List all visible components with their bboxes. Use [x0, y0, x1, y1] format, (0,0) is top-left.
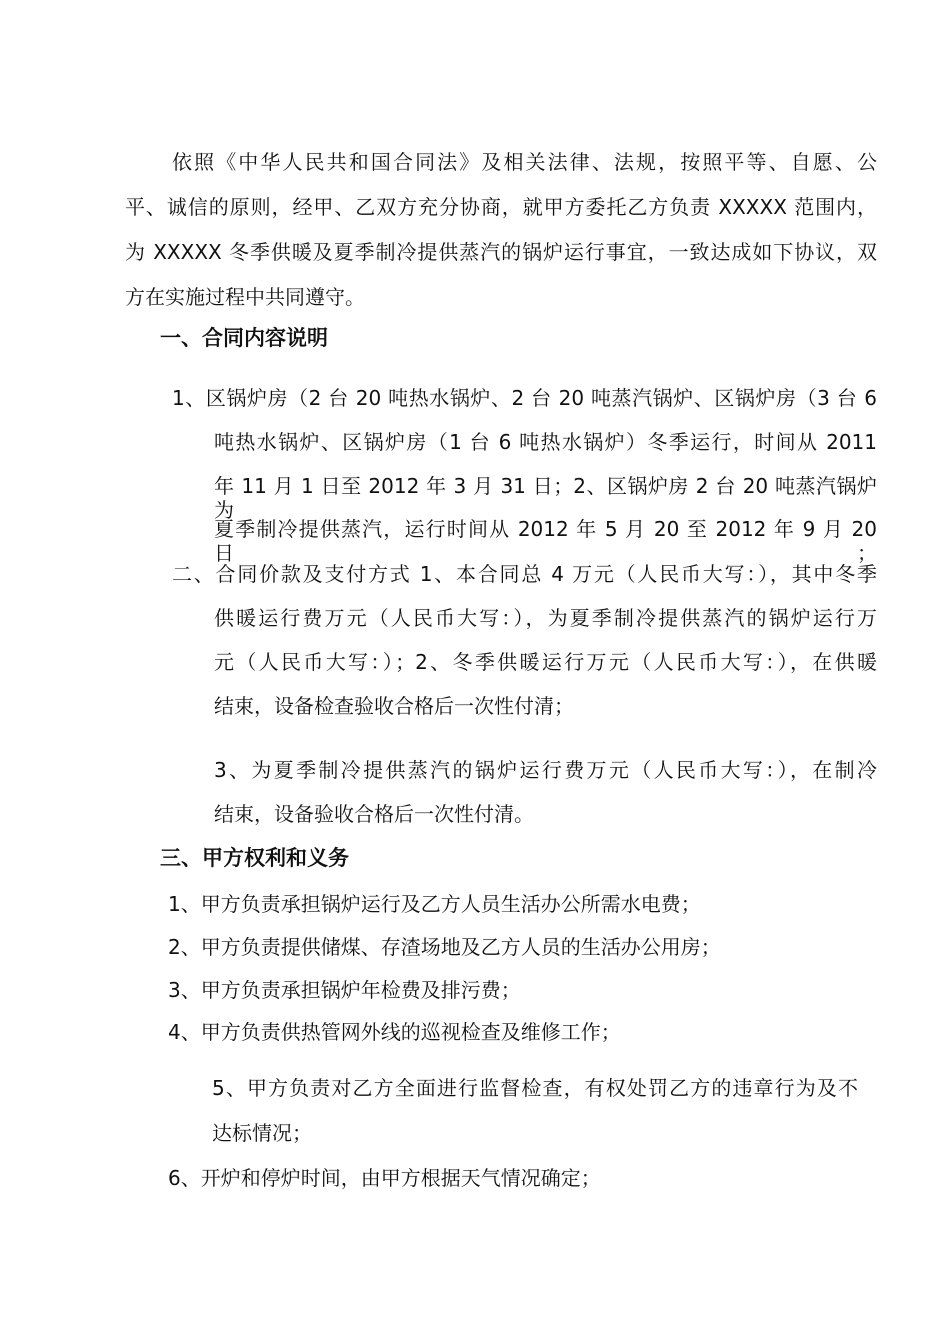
section3-item-4: 4、甲方负责供热管网外线的巡视检查及维修工作； — [168, 1020, 621, 1044]
section3-item5-line-2: 达标情况； — [212, 1121, 312, 1145]
section2-item3-line-2: 结束，设备验收合格后一次性付清。 — [214, 802, 534, 826]
section2-line-2: 供暖运行费万元（人民币大写：），为夏季制冷提供蒸汽的锅炉运行万 — [214, 606, 877, 630]
section1-title: 一、合同内容说明 — [160, 326, 328, 350]
section3-item-6: 6、开炉和停炉时间，由甲方根据天气情况确定； — [168, 1166, 601, 1190]
section1-item1-line-4: 夏季制冷提供蒸汽，运行时间从 2012 年 5 月 20 至 2012 年 9 月 20 日； — [214, 517, 877, 565]
section1-item1-line-3: 年 11 月 1 日至 2012 年 3 月 31 日；2、区锅炉房 2 台 20 吨蒸汽锅炉为 — [214, 474, 877, 522]
section2-line-4: 结束，设备检查验收合格后一次性付清； — [214, 694, 574, 718]
intro-line-4: 方在实施过程中共同遵守。 — [125, 285, 365, 309]
section2-line-1: 二、合同价款及支付方式 1、本合同总 4 万元（人民币大写：），其中冬季 — [172, 562, 877, 586]
section3-item-2: 2、甲方负责提供储煤、存渣场地及乙方人员的生活办公用房； — [168, 935, 721, 959]
section2-line-3: 元（人民币大写：）；2、冬季供暖运行万元（人民币大写：），在供暖 — [214, 650, 877, 674]
section3-title: 三、甲方权利和义务 — [160, 846, 349, 870]
section3-item5-line-1: 5、甲方负责对乙方全面进行监督检查，有权处罚乙方的违章行为及不 — [212, 1076, 858, 1100]
section2-item3-line-1: 3、为夏季制冷提供蒸汽的锅炉运行费万元（人民币大写：），在制冷 — [214, 758, 877, 782]
section3-item-3: 3、甲方负责承担锅炉年检费及排污费； — [168, 978, 521, 1002]
section1-item1-line-1: 1、区锅炉房（2 台 20 吨热水锅炉、2 台 20 吨蒸汽锅炉、区锅炉房（3 台 6 — [172, 386, 877, 410]
section1-item1-line-2: 吨热水锅炉、区锅炉房（1 台 6 吨热水锅炉）冬季运行，时间从 2011 — [214, 430, 877, 454]
intro-line-1: 依照《中华人民共和国合同法》及相关法律、法规，按照平等、自愿、公 — [172, 150, 877, 174]
intro-line-2: 平、诚信的原则，经甲、乙双方充分协商，就甲方委托乙方负责 XXXXX 范围内， — [125, 195, 877, 219]
section3-item-1: 1、甲方负责承担锅炉运行及乙方人员生活办公所需水电费； — [168, 892, 701, 916]
intro-line-3: 为 XXXXX 冬季供暖及夏季制冷提供蒸汽的锅炉运行事宜，一致达成如下协议，双 — [125, 240, 877, 264]
